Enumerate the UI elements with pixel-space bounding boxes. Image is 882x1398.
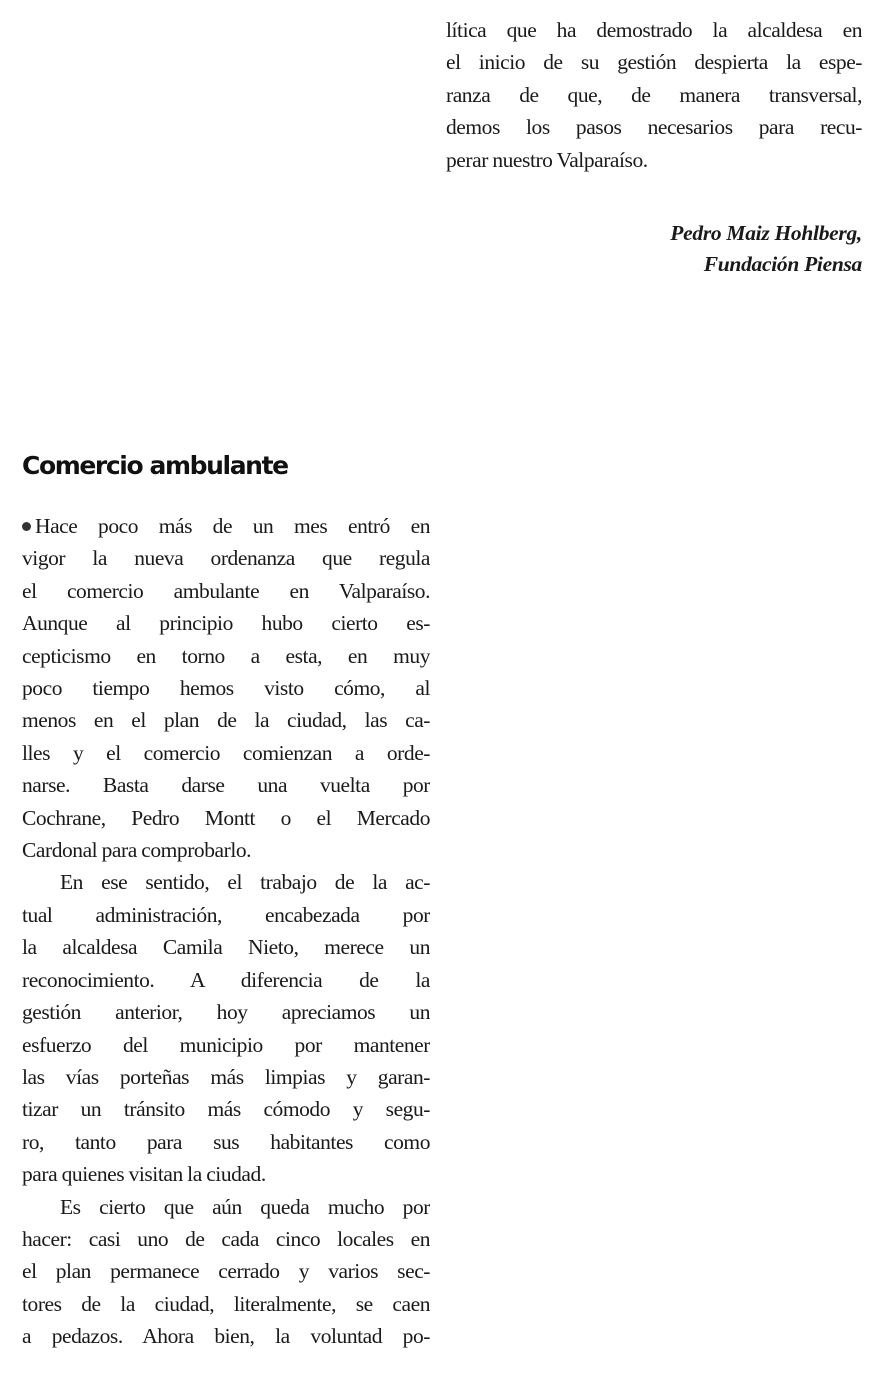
text-line: el inicio de su gestión despierta la espe-	[446, 50, 862, 75]
text-line: ro, tanto para sus habitantes como	[22, 1129, 430, 1154]
text-line: la alcaldesa Camila Nieto, merece un	[22, 935, 430, 960]
text-line	[22, 510, 430, 542]
letter-paragraph-1	[22, 510, 430, 866]
text-line: narse. Basta darse una vuelta por	[22, 773, 430, 798]
text-line: tual administración, encabezada por	[22, 902, 430, 927]
text-line: el comercio ambulante en Valparaíso.	[22, 578, 430, 603]
text-line: En ese sentido, el trabajo de la ac-	[60, 870, 430, 895]
text-line: las vías porteñas más limpias y garan-	[22, 1064, 430, 1089]
letter-paragraph-2	[22, 866, 430, 1190]
text-line: cepticismo en torno a esta, en muy	[22, 643, 430, 668]
text-line: el plan permanece cerrado y varios sec-	[22, 1259, 430, 1284]
text-line: a pedazos. Ahora bien, la voluntad po-	[22, 1324, 430, 1349]
text-line: lítica que ha demostrado la alcaldesa en	[446, 18, 862, 42]
letter-signature	[446, 218, 862, 280]
letter-paragraph-3	[22, 1191, 430, 1353]
text-line: gestión anterior, hoy apreciamos un	[22, 1000, 430, 1025]
text-line: Es cierto que aún queda mucho por	[60, 1194, 430, 1219]
text-line-content: Hace poco más de un mes entró en	[35, 514, 430, 538]
continuation-paragraph	[446, 14, 862, 176]
letter-headline: Comercio ambulante	[22, 451, 288, 480]
text-line: demos los pasos necesarios para recu-	[446, 115, 862, 140]
text-line: hacer: casi uno de cada cinco locales en	[22, 1226, 430, 1251]
text-line: poco tiempo hemos visto cómo, al	[22, 676, 430, 701]
text-line: lles y el comercio comienzan a orde-	[22, 740, 430, 765]
text-line: ranza de que, de manera transversal,	[446, 82, 862, 107]
text-line: Aunque al principio hubo cierto es-	[22, 611, 430, 636]
signature-organization: Fundación Piensa	[703, 252, 862, 277]
text-line: tizar un tránsito más cómodo y segu-	[22, 1097, 430, 1122]
text-line: esfuerzo del municipio por mantener	[22, 1032, 430, 1057]
text-line: reconocimiento. A diferencia de la	[22, 967, 430, 992]
text-line: para quienes visitan la ciudad.	[22, 1162, 266, 1187]
signature-name: Pedro Maiz Hohlberg,	[670, 221, 862, 246]
bullet-icon	[22, 522, 31, 531]
previous-letter-continuation	[446, 14, 862, 280]
text-line: perar nuestro Valparaíso.	[446, 147, 648, 172]
letter-comercio-ambulante	[22, 440, 430, 1353]
text-line: Cochrane, Pedro Montt o el Mercado	[22, 805, 430, 830]
text-line: menos en el plan de la ciudad, las ca-	[22, 708, 430, 733]
text-line: vigor la nueva ordenanza que regula	[22, 546, 430, 571]
text-line: Cardonal para comprobarlo.	[22, 838, 252, 863]
text-line: tores de la ciudad, literalmente, se caen	[22, 1291, 430, 1316]
